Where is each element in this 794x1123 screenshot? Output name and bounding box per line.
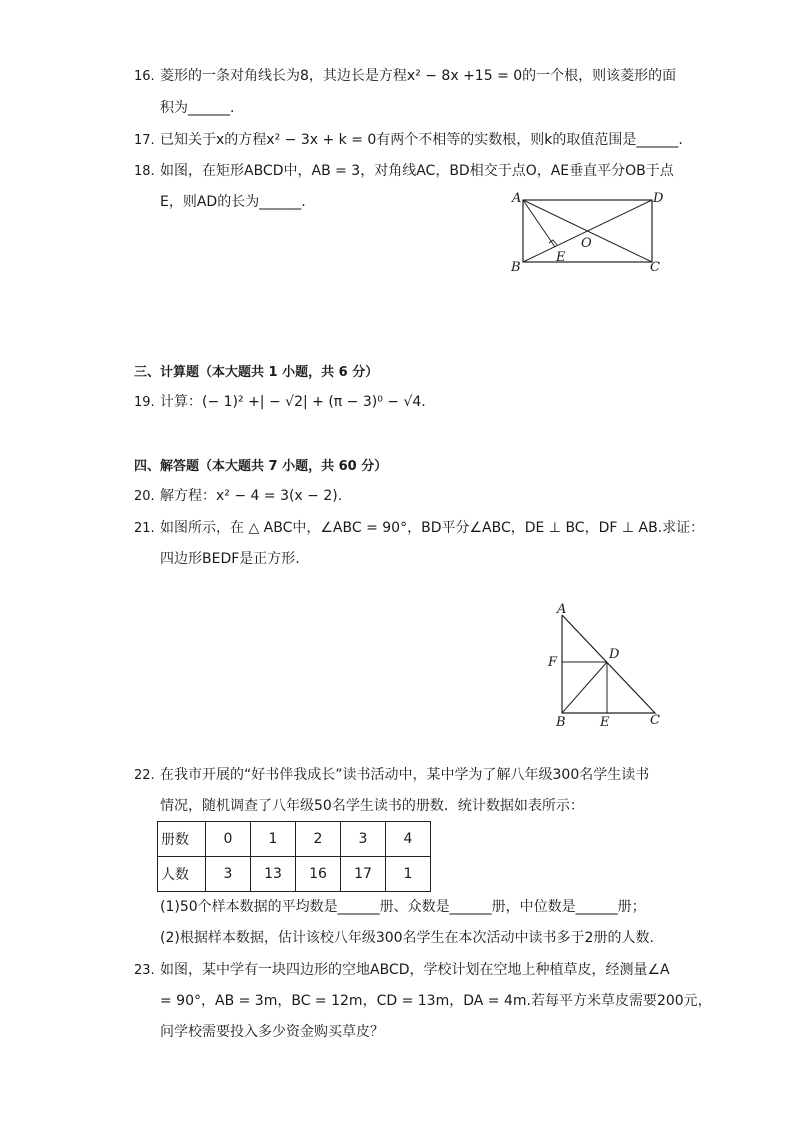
table-cell: 4 bbox=[386, 822, 431, 857]
question-23-text-line2: = 90°，AB = 3m，BC = 12m，CD = 13m，DA = 4m.若每平方米草皮需要200元， bbox=[160, 993, 712, 1009]
fig21-label-C: C bbox=[650, 713, 660, 728]
question-22-subquestion-1: (1)50个样本数据的平均数是______册、众数是______册，中位数是______册； bbox=[160, 899, 646, 915]
fig21-label-E: E bbox=[600, 715, 610, 730]
fig21-label-F: F bbox=[548, 655, 558, 670]
question-17-text: 已知关于x的方程x² − 3x + k = 0有两个不相等的实数根，则k的取值范围是______. bbox=[160, 132, 683, 148]
question-19-text: 计算：(− 1)² +| − √2| + (π − 3)⁰ − √4. bbox=[160, 394, 426, 410]
question-22-text-line2: 情况，随机调查了八年级50名学生读书的册数．统计数据如表所示： bbox=[160, 798, 584, 814]
question-16-text-line2: 积为______. bbox=[160, 100, 235, 116]
fig21-label-B: B bbox=[556, 715, 566, 730]
question-18-text-line1: 如图，在矩形ABCD中，AB = 3，对角线AC，BD相交于点O，AE垂直平分OB于点 bbox=[160, 163, 674, 179]
question-21-text-line1: 如图所示，在 △ ABC中，∠ABC = 90°，BD平分∠ABC，DE ⊥ BC，DF ⊥ AB.求证： bbox=[160, 520, 705, 536]
section-4-heading: 四、解答题（本大题共 7 小题，共 60 分） bbox=[134, 459, 388, 474]
table-header-cell: 人数 bbox=[158, 857, 206, 892]
question-23-text-line1: 如图，某中学有一块四边形的空地ABCD，学校计划在空地上种植草皮，经测量∠A bbox=[160, 962, 670, 978]
table-cell: 1 bbox=[251, 822, 296, 857]
question-number-16: 16. bbox=[134, 69, 155, 84]
question-number-19: 19. bbox=[134, 395, 155, 410]
table-cell: 3 bbox=[341, 822, 386, 857]
question-number-20: 20. bbox=[134, 489, 155, 504]
table-row bbox=[158, 857, 431, 892]
table-cell: 17 bbox=[341, 857, 386, 892]
fig21-label-D: D bbox=[609, 647, 620, 662]
question-21-text-line2: 四边形BEDF是正方形. bbox=[160, 551, 300, 567]
fig21-label-A: A bbox=[557, 602, 567, 617]
fig18-label-C: C bbox=[650, 260, 660, 275]
question-20-text: 解方程：x² − 4 = 3(x − 2). bbox=[160, 488, 343, 504]
question-number-22: 22. bbox=[134, 768, 155, 783]
table-cell: 0 bbox=[206, 822, 251, 857]
table-cell: 2 bbox=[296, 822, 341, 857]
question-number-18: 18. bbox=[134, 164, 155, 179]
fig18-label-B: B bbox=[511, 260, 521, 275]
question-23-text-line3: 问学校需要投入多少资金购买草皮？ bbox=[160, 1024, 384, 1040]
table-cell: 13 bbox=[251, 857, 296, 892]
figure-18-rectangle bbox=[505, 188, 675, 278]
table-cell: 16 bbox=[296, 857, 341, 892]
table-header-cell: 册数 bbox=[158, 822, 206, 857]
fig18-label-D: D bbox=[653, 191, 664, 206]
fig18-label-A: A bbox=[512, 191, 522, 206]
table-cell: 1 bbox=[386, 857, 431, 892]
table-row bbox=[158, 822, 431, 857]
question-16-text-line1: 菱形的一条对角线长为8，其边长是方程x² − 8x +15 = 0的一个根，则该菱形的面 bbox=[160, 68, 677, 84]
reading-stats-table bbox=[157, 821, 431, 892]
question-22-text-line1: 在我市开展的“好书伴我成长”读书活动中，某中学为了解八年级300名学生读书 bbox=[160, 767, 650, 783]
question-18-text-line2: E，则AD的长为______. bbox=[160, 194, 306, 210]
question-22-subquestion-2: (2)根据样本数据，估计该校八年级300名学生在本次活动中读书多于2册的人数. bbox=[160, 930, 654, 946]
question-number-21: 21. bbox=[134, 521, 155, 536]
section-3-heading: 三、计算题（本大题共 1 小题，共 6 分） bbox=[134, 365, 379, 380]
fig18-label-E: E bbox=[556, 250, 566, 265]
question-number-23: 23. bbox=[134, 963, 155, 978]
question-number-17: 17. bbox=[134, 133, 155, 148]
figure-21-triangle bbox=[545, 600, 670, 730]
fig18-label-O: O bbox=[581, 236, 592, 251]
table-cell: 3 bbox=[206, 857, 251, 892]
